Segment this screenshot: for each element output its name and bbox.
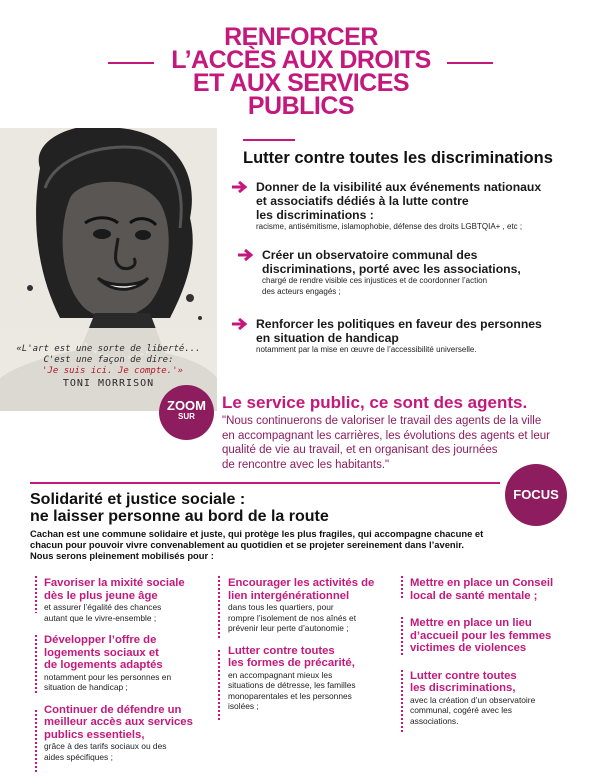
col-item-text: notamment pour les personnes en — [44, 671, 172, 682]
col-item-title: Continuer de défendre un — [44, 703, 182, 716]
zoom-text-line: qualité de vie au travail, et en organisant des journées — [222, 444, 498, 456]
col-item-title: Encourager les activités de — [228, 577, 375, 589]
col-item-text: situations de détresse, les familles — [228, 680, 356, 690]
col-item-text: avec la création d’un observatoire — [410, 694, 536, 705]
column-2 — [228, 577, 398, 712]
col-item-text: rompre l’isolement de nos aînés et — [228, 612, 357, 623]
discrimination-item — [256, 180, 596, 233]
intro-line: Cachan est une commune solidaire et juste, qui protège les plus fragiles, qui accompagne chacune et — [30, 528, 484, 539]
item-title-line: Créer un observatoire communal des — [262, 248, 478, 262]
col-item-title: Mettre en place un lieu — [410, 617, 532, 629]
arrow-right-icon — [232, 181, 250, 193]
title-line-1: RENFORCER — [224, 23, 378, 51]
item-title-line: en situation de handicap — [256, 331, 399, 345]
dotted-divider — [35, 710, 37, 772]
solidarite-intro — [30, 528, 575, 561]
item-text-line: notamment par la mise en œuvre de l’accessibilité universelle. — [256, 345, 477, 354]
col-item-text: et assurer l’égalité des chances — [44, 602, 162, 612]
col-item-text: dans tous les quartiers, pour — [228, 602, 334, 612]
title-line-3: ET AUX SERVICES — [192, 69, 410, 97]
col-item-text: communal, cogéré avec les — [410, 705, 512, 715]
col-item-title: d’accueil pour les femmes — [410, 629, 552, 642]
focus-badge: FOCUS — [505, 464, 567, 526]
col-item-title: Lutter contre toutes — [410, 669, 517, 682]
zoom-badge — [159, 385, 214, 440]
col-item-title: logements sociaux et — [44, 646, 159, 659]
item-text-line: racisme, antisémitisme, islamophobie, défense des droits LGBTQIA+ , etc ; — [256, 222, 523, 231]
col-item-text: monoparentales et les personnes — [228, 690, 352, 701]
dotted-divider — [35, 635, 37, 695]
solidarite-title-line: Solidarité et justice sociale : — [30, 491, 246, 508]
column-1 — [44, 577, 224, 762]
quote-line-3: 'Je suis ici. Je compte.'» — [42, 366, 183, 376]
solidarite-title — [30, 491, 329, 525]
list-item — [44, 634, 224, 693]
title-line-4: PUBLICS — [247, 92, 355, 120]
list-item — [228, 577, 398, 634]
zoom-title: Le service public, ce sont des agents. — [222, 393, 528, 412]
list-item — [410, 577, 595, 602]
discrimination-item — [256, 317, 596, 356]
col-item-text: grâce à des tarifs sociaux ou des — [44, 741, 167, 751]
intro-line: Nous serons pleinement mobilisés pour : — [30, 550, 214, 561]
list-item — [44, 577, 224, 623]
arrow-right-icon — [238, 249, 256, 261]
item-title-line: et associatifs dédiés à la lutte contre — [256, 194, 469, 208]
item-text-line: des acteurs engagés ; — [262, 286, 341, 296]
col-item-title: publics essentiels, — [44, 728, 145, 741]
col-item-title: lien intergénérationnel — [228, 589, 350, 602]
zoom-text-line: en accompagnant les carrières, les évolutions des agents et leur — [222, 429, 550, 442]
title-rule-left — [108, 62, 154, 64]
dotted-divider — [401, 617, 403, 657]
page-title — [120, 23, 482, 120]
column-3 — [410, 577, 595, 726]
dotted-divider — [218, 650, 220, 722]
focus-rule — [30, 482, 500, 484]
col-item-title: les discriminations, — [410, 682, 516, 694]
dotted-divider — [218, 576, 220, 638]
col-item-title: Lutter contre toutes — [228, 644, 335, 657]
quote-author: TONI MORRISON — [62, 378, 155, 389]
zoom-text-line: "Nous continuerons de valoriser le travail des agents de la ville — [222, 415, 542, 427]
col-item-title: les formes de précarité, — [228, 657, 355, 669]
col-item-title: victimes de violences — [410, 642, 527, 654]
col-item-text: prévenir leur perte d’autonomie ; — [228, 623, 349, 633]
col-item-title: dès le plus jeune âge — [44, 589, 158, 602]
solidarite-title-line: ne laisser personne au bord de la route — [30, 508, 329, 525]
quote-line-1: «L'art est une sorte de liberté... — [16, 344, 201, 354]
portrait-artwork — [0, 128, 217, 411]
col-item-text: situation de handicap ; — [44, 682, 128, 692]
list-item — [410, 670, 595, 727]
title-line-2: L’ACCÈS AUX DROITS — [171, 46, 431, 74]
zoom-badge-line-2: SUR — [178, 412, 195, 421]
title-rule-right — [447, 62, 493, 64]
col-item-text: autant que le vivre-ensemble ; — [44, 612, 157, 623]
discrimination-item — [262, 248, 592, 297]
list-item — [410, 617, 595, 655]
col-item-title: de logements adaptés — [44, 659, 163, 671]
col-item-title: Favoriser la mixité sociale — [44, 577, 185, 589]
arrow-right-icon — [232, 318, 250, 330]
col-item-title: local de santé mentale ; — [410, 589, 538, 602]
dotted-divider — [401, 670, 403, 732]
intro-line: chacun pour pouvoir vivre convenablement au quotidien et se projeter sereinement dans l’avenir. — [30, 539, 464, 550]
col-item-title: Mettre en place un Conseil — [410, 577, 554, 589]
quote-line-2: C'est une façon de dire: — [43, 355, 174, 365]
dotted-divider — [401, 576, 403, 600]
item-title-line: Renforcer les politiques en faveur des personnes — [256, 317, 542, 331]
col-item-text: associations. — [410, 715, 459, 726]
list-item — [44, 704, 224, 763]
zoom-badge-line-1: ZOOM — [167, 398, 206, 413]
item-title-line: les discriminations : — [256, 208, 374, 222]
col-item-text: isolées ; — [228, 701, 259, 711]
discriminations-heading: Lutter contre toutes les discriminations — [243, 149, 553, 167]
dotted-divider — [35, 576, 37, 613]
item-title-line: discriminations, porté avec les associations, — [262, 262, 521, 276]
section-rule — [243, 139, 295, 141]
col-item-title: Développer l’offre de — [44, 634, 157, 646]
col-item-text: aides spécifiques ; — [44, 751, 113, 762]
list-item — [228, 645, 398, 712]
item-title-line: Donner de la visibilité aux événements nationaux — [256, 180, 542, 194]
zoom-text-line: de rencontre avec les habitants." — [222, 458, 390, 471]
item-text-line: chargé de rendre visible ces injustices et de coordonner l’action — [262, 276, 488, 285]
col-item-title: meilleur accès aux services — [44, 716, 193, 728]
col-item-text: en accompagnant mieux les — [228, 669, 333, 680]
